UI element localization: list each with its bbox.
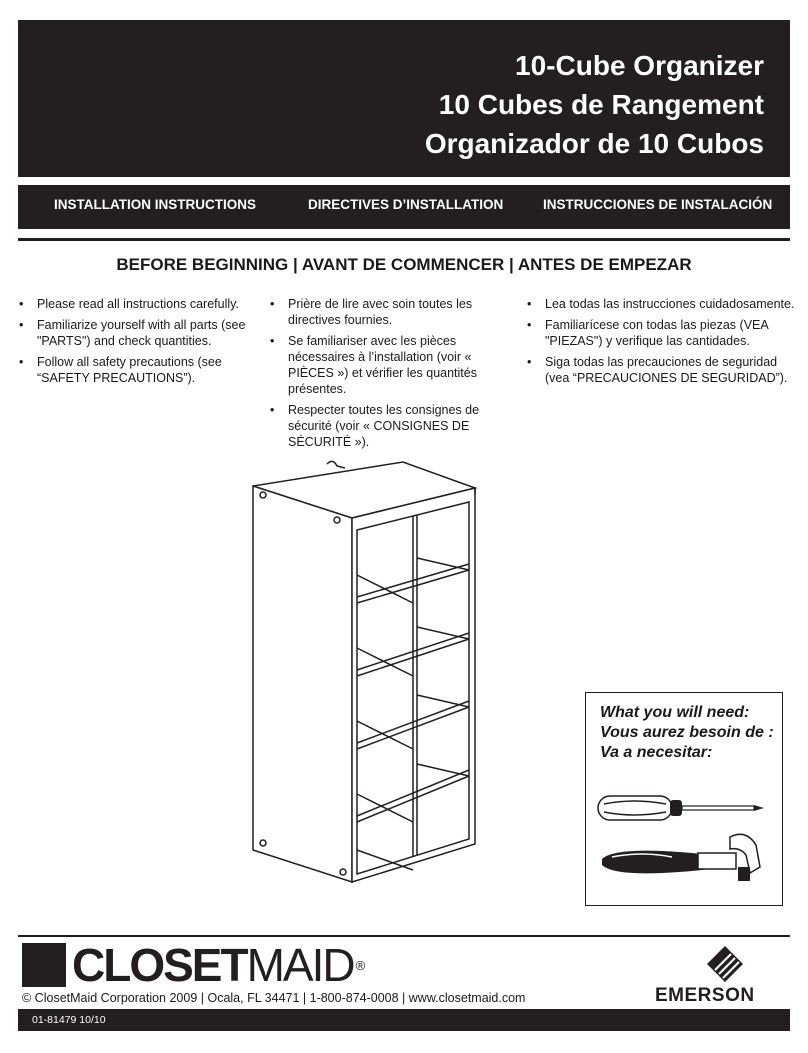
- closetmaid-logo: [22, 939, 366, 991]
- footer-bar: [18, 1009, 790, 1031]
- tools-needed-box: [585, 692, 783, 906]
- emerson-logo-icon: [705, 944, 745, 984]
- emerson-logo: EMERSON: [655, 985, 755, 1006]
- list-item: • Familiarize yourself with all parts (see "PARTS") and check quantities.: [19, 317, 259, 349]
- title-fr: 10 Cubes de Rangement: [438, 89, 764, 120]
- instructions-label-en: INSTALLATION INSTRUCTIONS: [54, 197, 256, 212]
- list-item: • Follow all safety precautions (see “SAFETY PRECAUTIONS”).: [19, 354, 259, 386]
- copyright-line: © ClosetMaid Corporation 2009 | Ocala, FL 34471 | 1-800-874-0008 | www.closetmaid.com: [22, 991, 526, 1005]
- list-item: • Familiarícese con todas las piezas (VEA "PIEZAS") y verifique las cantidades.: [527, 317, 795, 349]
- tools-heading-es: Va a necesitar:: [600, 744, 713, 761]
- title-banner: [18, 20, 790, 177]
- logo-square: [22, 943, 66, 987]
- list-item: • Siga todas las precauciones de seguridad (vea “PRECAUCIONES DE SEGURIDAD”).: [527, 354, 795, 386]
- bullets-fr: [270, 296, 515, 455]
- logo-word-bold: CLOSET: [72, 939, 247, 991]
- bullets-es: [527, 296, 795, 391]
- divider: [18, 238, 790, 241]
- screwdriver-icon: [596, 791, 768, 827]
- tools-heading-fr: Vous aurez besoin de :: [600, 724, 774, 741]
- list-item: • Prière de lire avec soin toutes les directives fournies.: [270, 296, 515, 328]
- list-item: • Please read all instructions carefully.: [19, 296, 259, 312]
- title-en: 10-Cube Organizer: [515, 50, 764, 81]
- list-item: • Se familiariser avec les pièces nécessaires à l’installation (voir « PIÈCES ») et vérifier les quantités présentes.: [270, 333, 515, 397]
- instructions-bar: [18, 185, 790, 229]
- divider: [18, 935, 790, 937]
- hammer-icon: [598, 831, 770, 887]
- cube-organizer-illustration: [245, 450, 485, 890]
- before-beginning-heading: BEFORE BEGINNING | AVANT DE COMMENCER | ANTES DE EMPEZAR: [116, 255, 692, 274]
- bullets-en: [19, 296, 259, 391]
- registered-mark: ®: [355, 957, 366, 973]
- instructions-label-es: INSTRUCCIONES DE INSTALACIÓN: [543, 197, 773, 212]
- instructions-label-fr: DIRECTIVES D’INSTALLATION: [308, 197, 504, 212]
- logo-word-light: MAID: [246, 939, 354, 991]
- tools-heading-en: What you will need:: [600, 704, 750, 721]
- list-item: • Lea todas las instrucciones cuidadosamente.: [527, 296, 795, 312]
- title-es: Organizador de 10 Cubos: [424, 128, 764, 159]
- doc-code: 01-81479 10/10: [32, 1014, 106, 1026]
- list-item: • Respecter toutes les consignes de sécurité (voir « CONSIGNES DE SÉCURITÉ »).: [270, 402, 515, 450]
